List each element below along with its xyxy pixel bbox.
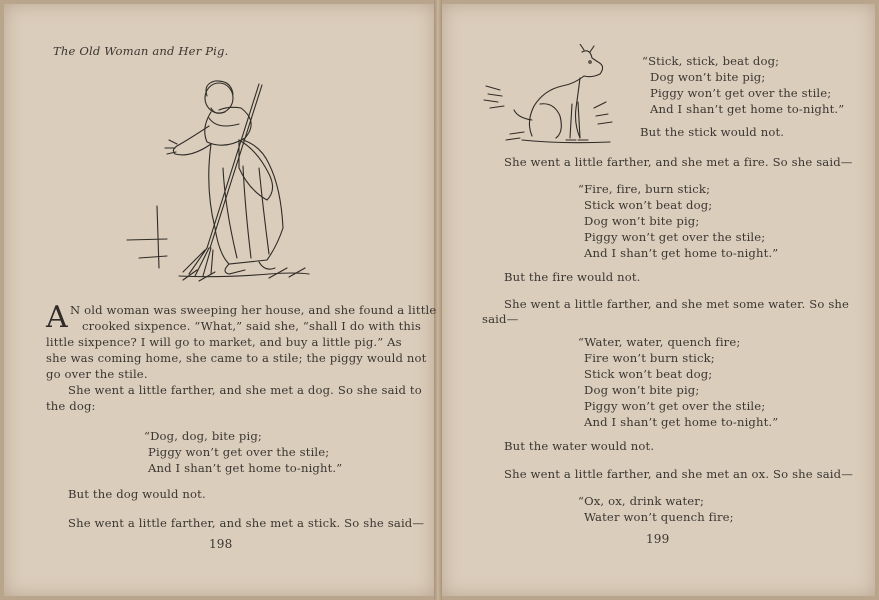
- paragraph-line: N old woman was sweeping her house, and she found a little: [70, 303, 437, 317]
- page-number: 199: [646, 532, 670, 546]
- verse-line: And I shan’t get home to-night.”: [584, 246, 779, 260]
- paragraph-line: go over the stile.: [46, 367, 148, 381]
- paragraph-line: she was coming home, she came to a stile; the piggy would not: [46, 351, 427, 365]
- verse-line: Fire won’t burn stick;: [584, 351, 715, 365]
- verse-line: “Dog, dog, bite pig;: [144, 429, 262, 443]
- sitting-dog-illustration: [480, 44, 620, 146]
- verse-line: And I shan’t get home to-night.”: [584, 415, 779, 429]
- paragraph-line: But the dog would not.: [68, 487, 206, 501]
- verse-line: “Ox, ox, drink water;: [578, 494, 705, 508]
- verse-line: Piggy won’t get over the stile;: [148, 445, 330, 459]
- verse-line: “Fire, fire, burn stick;: [578, 182, 711, 196]
- paragraph-line: little sixpence? I will go to market, and buy a little pig.” As: [46, 335, 402, 349]
- paragraph-line: said—: [482, 312, 519, 326]
- verse-line: Water won’t quench fire;: [584, 510, 734, 524]
- verse-line: Piggy won’t get over the stile;: [584, 230, 766, 244]
- left-page: [4, 4, 437, 596]
- old-woman-illustration: [119, 78, 319, 283]
- verse-line: Dog won’t bite pig;: [584, 214, 700, 228]
- verse-line: Dog won’t bite pig;: [584, 383, 700, 397]
- paragraph-line: She went a little farther, and she met a dog. So she said to: [68, 383, 422, 397]
- paragraph-line: But the water would not.: [504, 439, 655, 453]
- verse-line: And I shan’t get home to-night.”: [148, 461, 343, 475]
- paragraph-line: She went a little farther, and she met an ox. So she said—: [504, 467, 853, 481]
- verse-line: And I shan’t get home to-night.”: [650, 102, 845, 116]
- running-title: The Old Woman and Her Pig.: [53, 44, 229, 58]
- paragraph-line: She went a little farther, and she met a stick. So she said—: [68, 516, 425, 530]
- paragraph-line: the dog:: [46, 399, 96, 413]
- verse-line: Piggy won’t get over the stile;: [650, 86, 832, 100]
- verse-line: Stick won’t beat dog;: [584, 198, 713, 212]
- verse-line: Stick won’t beat dog;: [584, 367, 713, 381]
- right-page: [442, 4, 875, 596]
- page-number: 198: [209, 537, 233, 551]
- verse-line: Piggy won’t get over the stile;: [584, 399, 766, 413]
- verse-line: Dog won’t bite pig;: [650, 70, 766, 84]
- verse-line: “Water, water, quench fire;: [578, 335, 741, 349]
- paragraph-line: But the stick would not.: [640, 125, 785, 139]
- paragraph-line: She went a little farther, and she met a fire. So she said—: [504, 155, 853, 169]
- paragraph-line: crooked sixpence. “What,” said she, “shall I do with this: [82, 319, 421, 333]
- drop-cap: A: [46, 300, 68, 335]
- paragraph-line: But the fire would not.: [504, 270, 641, 284]
- verse-line: “Stick, stick, beat dog;: [642, 54, 780, 68]
- book-gutter: [434, 0, 442, 600]
- paragraph-line: She went a little farther, and she met some water. So she: [504, 297, 850, 311]
